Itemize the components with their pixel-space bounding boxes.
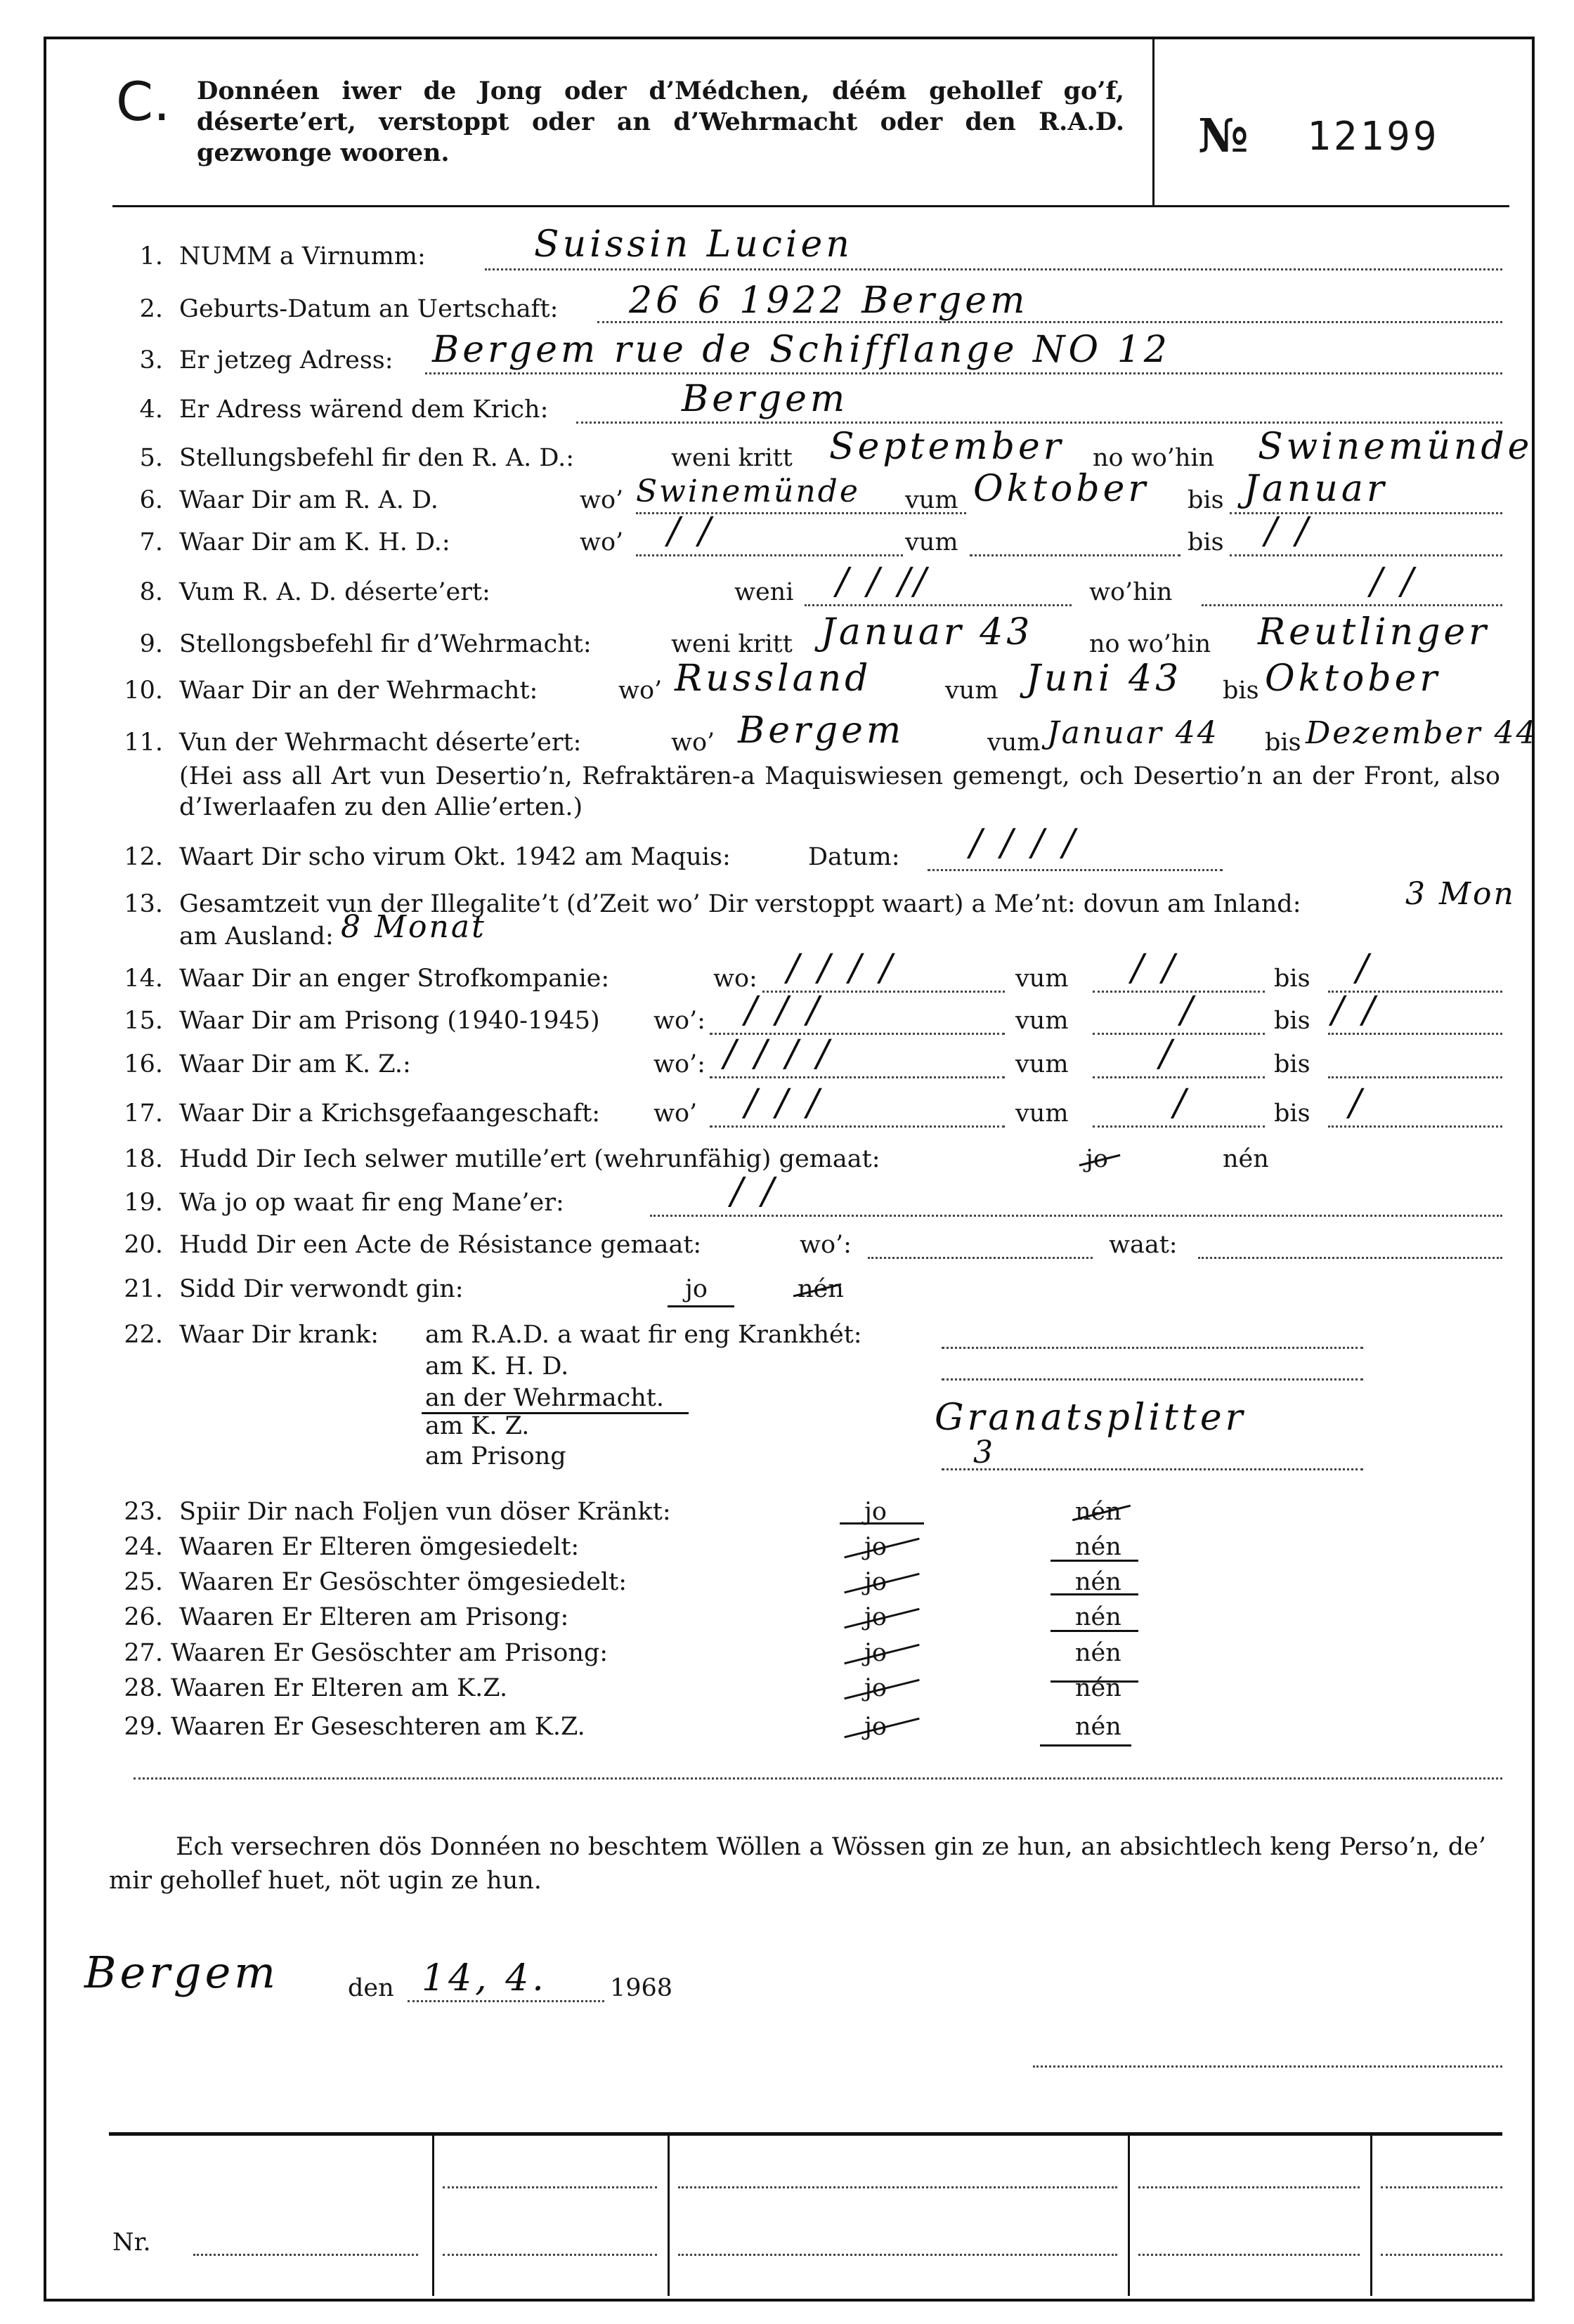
den-label: den — [348, 1974, 394, 2002]
wehrmacht-order-where[interactable]: Reutlinger — [1258, 611, 1490, 653]
footer-divider-3 — [1128, 2136, 1130, 2296]
signature-line — [1033, 2065, 1502, 2068]
maquis-date[interactable]: / / / / — [970, 822, 1079, 864]
penal-company-where[interactable]: / / / / — [787, 947, 896, 989]
after-effects-yes[interactable]: jo — [864, 1498, 887, 1526]
header-divider — [1152, 39, 1155, 207]
illness-label: Waar Dir krank: — [179, 1321, 379, 1349]
siblings-resettled-label: Waaren Er Gesöschter ömgesiedelt: — [179, 1568, 627, 1596]
war-address-dots — [576, 422, 1502, 424]
rad-desert-when[interactable]: / / // — [836, 561, 930, 603]
wounded-no[interactable]: nén — [798, 1275, 844, 1303]
captivity-to[interactable]: / — [1349, 1082, 1365, 1124]
underline-mark — [1051, 1630, 1138, 1632]
after-effects-label: Spiir Dir nach Foljen vun döser Kränkt: — [179, 1498, 671, 1526]
illegality-inland[interactable]: 3 Mon — [1405, 876, 1516, 912]
wehrmacht-from-label: vum — [945, 677, 999, 705]
row-number: 25. — [124, 1568, 163, 1596]
wehrmacht-from[interactable]: Juni 43 — [1026, 658, 1183, 700]
section-separator — [134, 1777, 1502, 1780]
captivity-to-label: bis — [1274, 1099, 1310, 1128]
prison-to-label: bis — [1274, 1007, 1310, 1035]
self-mutilation-no[interactable]: nén — [1223, 1145, 1269, 1173]
penal-company-from-label: vum — [1015, 965, 1069, 993]
wehrmacht-to[interactable]: Oktober — [1265, 658, 1441, 700]
wehrmacht-desert-where-label: wo’ — [671, 729, 715, 757]
signature-date-dots — [408, 2000, 604, 2002]
nr-dots — [193, 2254, 418, 2256]
rad-desert-where-dots — [1202, 604, 1502, 606]
row-number: 1. — [139, 242, 163, 270]
rad-desert-when-dots — [805, 604, 1072, 606]
illness-option-khd: am K. H. D. — [425, 1352, 569, 1380]
kz-from-label: vum — [1015, 1050, 1069, 1078]
wehrmacht-desert-label: Vun der Wehrmacht déserte’ert: — [179, 729, 582, 757]
row-number: 10. — [124, 677, 163, 705]
rad-desert-label: Vum R. A. D. déserte’ert: — [179, 578, 490, 606]
footer-cell-dots — [1138, 2254, 1360, 2256]
wehrmacht-service-label: Waar Dir an der Wehrmacht: — [179, 677, 538, 705]
signature-date[interactable]: 14, 4. — [422, 1957, 547, 1999]
rad-order-when-label: weni kritt — [671, 444, 793, 472]
penal-company-where-label: wo: — [713, 965, 757, 993]
resistance-where-label: wo’: — [800, 1231, 852, 1259]
footer-top-rule — [109, 2132, 1502, 2136]
rad-order-where-label: no wo’hin — [1093, 444, 1215, 472]
siblings-prison-yes[interactable]: jo — [864, 1639, 887, 1667]
parents-resettled-no[interactable]: nén — [1075, 1533, 1121, 1561]
illness-dots-2 — [942, 1378, 1363, 1380]
name-label: NUMM a Virnumm: — [179, 242, 426, 270]
illegality-abroad[interactable]: 8 Monat — [341, 909, 486, 945]
header-title: Donnéen iwer de Jong oder d’Médchen, déém gehollef go’f, déserte’ert, verstoppt oder an d’Wehrmacht oder den R.A.D. gezwonge wooren. — [197, 77, 1124, 167]
footer-divider-4 — [1370, 2136, 1372, 2296]
captivity-from-dots — [1093, 1125, 1265, 1128]
manner-value[interactable]: / / — [731, 1170, 778, 1213]
wounded-yes[interactable]: jo — [685, 1275, 708, 1303]
illness-dots-3 — [942, 1468, 1363, 1470]
row-number: 23. — [124, 1498, 163, 1526]
after-effects-no[interactable]: nén — [1075, 1498, 1121, 1526]
captivity-to-dots — [1328, 1125, 1502, 1128]
war-address-value[interactable]: Bergem — [682, 378, 849, 420]
wounded-label: Sidd Dir verwondt gin: — [179, 1275, 464, 1303]
prison-where[interactable]: / / / — [745, 989, 823, 1031]
row-number: 28. — [124, 1674, 163, 1702]
illness-option-wehrmacht: an der Wehrmacht. — [425, 1384, 665, 1412]
maquis-date-label: Datum: — [808, 843, 900, 871]
underline-mark — [668, 1305, 734, 1307]
wehrmacht-where[interactable]: Russland — [675, 658, 872, 700]
rad-order-when[interactable]: September — [829, 426, 1065, 468]
penal-company-to-label: bis — [1274, 965, 1310, 993]
captivity-where-dots — [710, 1125, 1005, 1128]
rad-service-to[interactable]: Januar — [1244, 468, 1388, 510]
number-label: № — [1198, 108, 1249, 163]
parents-kz-no[interactable]: nén — [1075, 1674, 1121, 1702]
siblings-prison-label: Waaren Er Gesöschter am Prisong: — [171, 1639, 609, 1667]
illness-dots-1 — [942, 1347, 1363, 1349]
nr-label: Nr. — [112, 2228, 151, 2257]
wehrmacht-desert-from-label: vum — [987, 729, 1041, 757]
kz-where[interactable]: / / / / — [724, 1033, 833, 1075]
penal-company-from[interactable]: / / — [1131, 947, 1178, 989]
header-bottom-rule — [112, 205, 1509, 207]
desertion-note: (Hei ass all Art vun Desertio’n, Refraktären-a Maquiswiesen gemengt, och Desertio’n an der Front, also d’Iwerlaafen zu den Allie’erten.) — [179, 762, 1500, 821]
parents-resettled-yes[interactable]: jo — [864, 1533, 887, 1561]
wehrmacht-order-where-label: no wo’hin — [1089, 630, 1211, 658]
manner-label: Wa jo op waat fir eng Mane’er: — [179, 1189, 564, 1217]
row-number: 18. — [124, 1145, 163, 1173]
khd-from-dots — [970, 554, 1180, 556]
declaration-text: Ech versechren dös Donnéen no beschtem Wöllen a Wössen gin ze hun, an absichtlech keng Perso’n, de’ mir gehollef huet, nöt ugin ze hun. — [109, 1833, 1486, 1895]
row-number: 16. — [124, 1050, 163, 1078]
footer-cell-dots — [1138, 2186, 1360, 2188]
row-number: 20. — [124, 1231, 163, 1259]
maquis-date-dots — [928, 869, 1223, 871]
row-number: 19. — [124, 1189, 163, 1217]
parents-prison-yes[interactable]: jo — [864, 1603, 887, 1631]
wehrmacht-order-when-label: weni kritt — [671, 630, 793, 658]
rad-desert-when-label: weni — [734, 578, 794, 606]
row-number: 3. — [139, 346, 163, 374]
illness-value-note[interactable]: 3 — [973, 1435, 995, 1470]
prison-from-dots — [1093, 1033, 1265, 1035]
prison-from-label: vum — [1015, 1007, 1069, 1035]
resistance-what-dots — [1198, 1257, 1502, 1259]
row-number: 24. — [124, 1533, 163, 1561]
wehrmacht-where-label: wo’ — [618, 677, 663, 705]
penal-company-from-dots — [1093, 991, 1265, 993]
footer-cell-dots — [1381, 2254, 1502, 2256]
signature-place[interactable]: Bergem — [84, 1947, 280, 1998]
row-number: 29. — [124, 1713, 163, 1741]
name-dots — [485, 268, 1502, 270]
row-number: 7. — [139, 528, 163, 556]
name-value[interactable]: Suissin Lucien — [534, 223, 853, 266]
kz-from-dots — [1093, 1076, 1265, 1078]
kz-label: Waar Dir am K. Z.: — [179, 1050, 411, 1078]
wehrmacht-order-when[interactable]: Januar 43 — [821, 611, 1034, 653]
row-number: 26. — [124, 1603, 163, 1631]
birth-value[interactable]: 26 6 1922 Bergem — [629, 280, 1029, 322]
rad-order-where[interactable]: Swinemünde — [1258, 426, 1533, 468]
self-mutilation-label: Hudd Dir Iech selwer mutille’ert (wehrunfähig) gemaat: — [179, 1145, 880, 1173]
illegality-abroad-label: am Ausland: — [179, 922, 334, 951]
footer-cell-dots — [678, 2254, 1117, 2256]
maquis-label: Waart Dir scho virum Okt. 1942 am Maquis: — [179, 843, 731, 871]
khd-from-label: vum — [905, 528, 958, 556]
underline-mark — [840, 1522, 924, 1525]
underline-mark — [1051, 1680, 1138, 1683]
row-number: 11. — [124, 729, 163, 757]
rad-service-to-label: bis — [1188, 486, 1224, 514]
row-number: 17. — [124, 1099, 163, 1128]
row-number: 13. — [124, 890, 163, 918]
siblings-prison-no[interactable]: nén — [1075, 1639, 1121, 1667]
khd-where-dots — [636, 554, 903, 556]
footer-cell-dots — [443, 2186, 657, 2188]
captivity-where-label: wo’ — [653, 1099, 698, 1128]
self-mutilation-yes[interactable]: jo — [1086, 1145, 1108, 1173]
siblings-kz-yes[interactable]: jo — [864, 1713, 887, 1741]
wehrmacht-desert-from[interactable]: Januar 44 — [1047, 715, 1219, 751]
row-number: 27. — [124, 1639, 163, 1667]
section-letter: C. — [116, 70, 171, 133]
underline-mark — [1040, 1744, 1131, 1747]
footer-cell-dots — [1381, 2186, 1502, 2188]
rad-order-label: Stellungsbefehl fir den R. A. D.: — [179, 444, 575, 472]
resistance-label: Hudd Dir een Acte de Résistance gemaat: — [179, 1231, 702, 1259]
parents-resettled-label: Waaren Er Elteren ömgesiedelt: — [179, 1533, 580, 1561]
captivity-from[interactable]: / — [1173, 1082, 1190, 1124]
parents-prison-label: Waaren Er Elteren am Prisong: — [179, 1603, 569, 1631]
illness-option-kz: am K. Z. — [425, 1412, 530, 1440]
rad-desert-where-label: wo’hin — [1089, 578, 1173, 606]
kz-to-dots — [1328, 1076, 1502, 1078]
manner-dots — [650, 1215, 1502, 1217]
penal-company-label: Waar Dir an enger Strofkompanie: — [179, 965, 610, 993]
illness-option-rad: am R.A.D. a waat fir eng Krankhét: — [425, 1321, 862, 1349]
row-number: 5. — [139, 444, 163, 472]
underline-mark — [1051, 1560, 1138, 1562]
signature-year: 1968 — [610, 1974, 673, 2002]
khd-where-label: wo’ — [580, 528, 624, 556]
captivity-where[interactable]: / / / — [745, 1082, 823, 1124]
address-value[interactable]: Bergem rue de Schifflange NO 12 — [432, 329, 1171, 371]
khd-to-dots — [1230, 554, 1502, 556]
kz-where-label: wo’: — [653, 1050, 705, 1078]
siblings-kz-label: Waaren Er Geseschteren am K.Z. — [171, 1713, 585, 1741]
rad-desert-where[interactable]: / / — [1370, 561, 1417, 603]
parents-prison-no[interactable]: nén — [1075, 1603, 1121, 1631]
illness-option-prison: am Prisong — [425, 1442, 566, 1470]
rad-service-from-label: vum — [905, 486, 958, 514]
illness-value[interactable]: Granatsplitter — [935, 1397, 1247, 1439]
address-label: Er jetzeg Adress: — [179, 346, 393, 374]
siblings-resettled-yes[interactable]: jo — [864, 1568, 887, 1596]
row-number: 6. — [139, 486, 163, 514]
prison-label: Waar Dir am Prisong (1940-1945) — [179, 1007, 600, 1035]
kz-where-dots — [710, 1076, 1005, 1078]
siblings-resettled-no[interactable]: nén — [1075, 1568, 1121, 1596]
row-number: 4. — [139, 396, 163, 424]
wehrmacht-to-label: bis — [1223, 677, 1259, 705]
khd-where[interactable]: / / — [668, 510, 715, 552]
siblings-kz-no[interactable]: nén — [1075, 1713, 1121, 1741]
wehrmacht-desert-to[interactable]: Dezember 44 — [1306, 715, 1538, 751]
parents-kz-label: Waaren Er Elteren am K.Z. — [171, 1674, 508, 1702]
row-number: 22. — [124, 1321, 163, 1349]
penal-company-to[interactable]: / — [1356, 947, 1372, 989]
khd-to-label: bis — [1188, 528, 1224, 556]
row-number: 8. — [139, 578, 163, 606]
rad-service-where[interactable]: Swinemünde — [636, 474, 860, 509]
rad-service-from[interactable]: Oktober — [973, 468, 1150, 510]
captivity-from-label: vum — [1015, 1099, 1069, 1128]
wehrmacht-order-label: Stellongsbefehl fir d’Wehrmacht: — [179, 630, 592, 658]
rad-service-label: Waar Dir am R. A. D. — [179, 486, 438, 514]
resistance-what-label: waat: — [1109, 1231, 1178, 1259]
birth-label: Geburts-Datum an Uertschaft: — [179, 295, 559, 323]
row-number: 14. — [124, 965, 163, 993]
prison-to-dots — [1328, 1033, 1502, 1035]
prison-where-label: wo’: — [653, 1007, 705, 1035]
row-number: 2. — [139, 295, 163, 323]
prison-to[interactable]: / / — [1332, 989, 1379, 1031]
prison-from[interactable]: / — [1180, 989, 1197, 1031]
war-address-label: Er Adress wärend dem Krich: — [179, 396, 549, 424]
illegality-label: Gesamtzeit vun der Illegalite’t (d’Zeit wo’ Dir verstoppt waart) a Me’nt: dovun am Inland: — [179, 890, 1301, 918]
kz-to-label: bis — [1274, 1050, 1310, 1078]
khd-label: Waar Dir am K. H. D.: — [179, 528, 450, 556]
footer-cell-dots — [443, 2254, 657, 2256]
address-dots — [425, 372, 1502, 374]
resistance-where-dots — [868, 1257, 1093, 1259]
khd-to[interactable]: / / — [1265, 510, 1312, 552]
row-number: 15. — [124, 1007, 163, 1035]
row-number: 9. — [139, 630, 163, 658]
underline-mark — [1051, 1593, 1138, 1595]
wehrmacht-desert-where[interactable]: Bergem — [738, 710, 905, 752]
wehrmacht-desert-to-label: bis — [1265, 729, 1301, 757]
kz-from[interactable]: / — [1159, 1033, 1176, 1075]
row-number: 21. — [124, 1275, 163, 1303]
rad-service-where-label: wo’ — [580, 486, 624, 514]
row-number: 12. — [124, 843, 163, 871]
footer-cell-dots — [678, 2186, 1117, 2188]
parents-kz-yes[interactable]: jo — [864, 1674, 887, 1702]
footer-divider-2 — [668, 2136, 670, 2296]
captivity-label: Waar Dir a Krichsgefaangeschaft: — [179, 1099, 601, 1128]
footer-divider-1 — [432, 2136, 434, 2296]
form-number: 12199 — [1307, 114, 1440, 159]
